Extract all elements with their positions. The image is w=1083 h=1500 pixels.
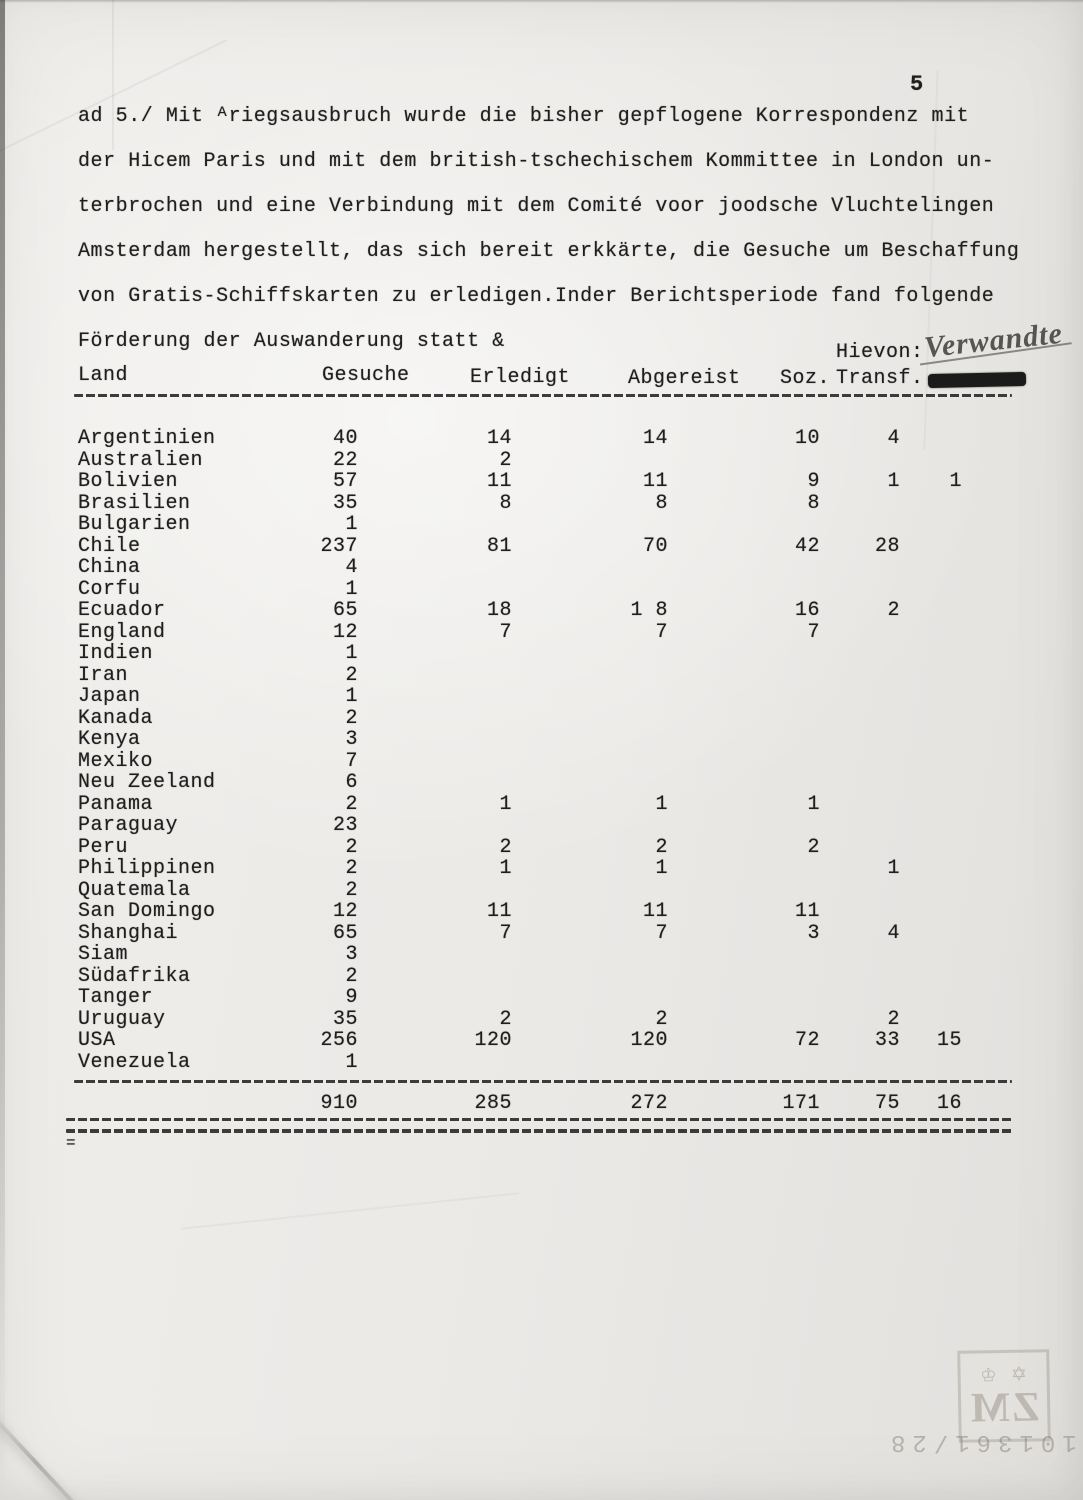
total-transf: 75	[874, 1092, 900, 1115]
table-row	[0, 1009, 1083, 1031]
cell-land: Australien	[78, 448, 204, 472]
cell-land: Kenya	[78, 728, 141, 751]
table-row	[0, 987, 1083, 1009]
table-row	[0, 665, 1083, 687]
cell-abgereist: 14	[642, 427, 668, 450]
closing-dashed-rule	[66, 1118, 1014, 1121]
cell-gesuche: 65	[332, 599, 358, 622]
cell-land: Chile	[78, 534, 141, 558]
table-row	[0, 686, 1083, 708]
cell-gesuche: 2	[345, 663, 358, 687]
cell-erledigt: 11	[486, 470, 512, 493]
column-header-land: Land	[78, 364, 129, 387]
cell-land: Ecuador	[78, 599, 166, 622]
cell-soz: 16	[794, 599, 820, 622]
cell-transf: 2	[887, 1007, 900, 1031]
table-row	[0, 514, 1083, 536]
column-header-gesuche: Gesuche	[322, 364, 410, 387]
cell-gesuche: 1	[345, 1050, 358, 1074]
total-abgereist: 272	[630, 1092, 668, 1115]
cell-transf: 33	[874, 1029, 900, 1052]
cell-gesuche: 1	[345, 642, 358, 665]
cell-gesuche: 2	[345, 857, 358, 880]
cell-abgereist: 70	[642, 534, 668, 558]
table-row	[0, 815, 1083, 837]
cell-land: England	[78, 620, 166, 644]
cell-transf: 1	[887, 470, 900, 493]
cell-gesuche: 2	[345, 706, 358, 730]
cell-soz: 1	[807, 792, 820, 816]
star-of-david-icon: ✡	[1011, 1361, 1027, 1389]
cell-erledigt: 120	[474, 1029, 512, 1052]
table-row	[0, 923, 1083, 945]
cell-erledigt: 7	[499, 921, 512, 945]
cell-land: Peru	[78, 835, 129, 859]
stamp-letters: ZM	[967, 1384, 1041, 1432]
cell-gesuche: 57	[332, 470, 358, 493]
cell-land: Philippinen	[78, 857, 216, 880]
cell-land: Argentinien	[78, 427, 216, 450]
total-soz: 171	[782, 1092, 820, 1115]
cell-soz: 3	[807, 921, 820, 945]
table-row	[0, 708, 1083, 730]
cell-gesuche: 23	[332, 814, 358, 837]
total-erledigt: 285	[474, 1092, 512, 1115]
paragraph-line: Amsterdam hergestellt, das sich bereit erkkärte, die Gesuche um Beschaffung	[78, 240, 1020, 263]
cell-gesuche: 3	[345, 728, 358, 751]
header-dashed-rule	[74, 394, 1012, 397]
crown-icon: ♔	[980, 1362, 996, 1390]
cell-transf: 4	[887, 427, 900, 450]
pre-total-dashed-rule	[74, 1080, 1012, 1083]
cell-erledigt: 18	[486, 599, 512, 622]
cell-land: Neu Zeeland	[78, 771, 216, 794]
cell-gesuche: 2	[345, 878, 358, 902]
cell-soz: 2	[807, 835, 820, 859]
table-row	[0, 794, 1083, 816]
table-row	[0, 643, 1083, 665]
column-header-soz: Soz.	[780, 367, 831, 390]
cell-erledigt: 1	[499, 792, 512, 816]
table-row	[0, 901, 1083, 923]
table-row	[0, 600, 1083, 622]
cell-erledigt: 2	[499, 835, 512, 859]
cell-verwandte: 1	[949, 470, 962, 493]
paragraph-line: ad 5./ Mit ᴬriegsausbruch wurde die bisher gepflogene Korrespondenz mit	[78, 105, 970, 128]
cell-land: Corfu	[78, 577, 141, 601]
cell-gesuche: 4	[345, 556, 358, 579]
column-header-erledigt: Erledigt	[470, 366, 571, 389]
cell-transf: 1	[887, 857, 900, 880]
total-gesuche: 910	[320, 1092, 358, 1115]
cell-transf: 4	[887, 921, 900, 945]
cell-abgereist: 8	[655, 491, 668, 515]
table-row	[0, 579, 1083, 601]
table-row	[0, 837, 1083, 859]
cell-land: Japan	[78, 685, 141, 708]
cell-gesuche: 7	[345, 749, 358, 773]
archive-number-bleedthrough: 101361/28	[884, 1428, 1077, 1455]
cell-abgereist: 1	[655, 792, 668, 816]
table-row	[0, 428, 1083, 450]
cell-transf: 2	[887, 599, 900, 622]
cell-gesuche: 35	[332, 1007, 358, 1031]
cell-erledigt: 14	[486, 427, 512, 450]
cell-transf: 28	[874, 534, 900, 558]
cell-gesuche: 2	[345, 835, 358, 859]
cell-land: Tanger	[78, 986, 154, 1009]
cell-land: Südafrika	[78, 964, 191, 988]
cell-abgereist: 11	[642, 470, 668, 493]
table-row	[0, 751, 1083, 773]
cell-gesuche: 2	[345, 792, 358, 816]
cell-soz: 7	[807, 620, 820, 644]
cell-abgereist: 7	[655, 620, 668, 644]
table-row	[0, 493, 1083, 515]
table-row	[0, 1052, 1083, 1074]
cell-soz: 9	[807, 470, 820, 493]
cell-erledigt: 81	[486, 534, 512, 558]
cell-soz: 42	[794, 534, 820, 558]
table-row	[0, 858, 1083, 880]
cell-abgereist: 2	[655, 1007, 668, 1031]
cell-abgereist: 2	[655, 835, 668, 859]
table-row	[0, 450, 1083, 472]
cell-gesuche: 22	[332, 448, 358, 472]
redacted-column-label	[928, 372, 1026, 388]
cell-abgereist: 1 8	[630, 599, 668, 622]
cell-gesuche: 40	[332, 427, 358, 450]
cell-gesuche: 1	[345, 685, 358, 708]
cell-gesuche: 9	[345, 986, 358, 1009]
cell-gesuche: 12	[332, 620, 358, 644]
cell-gesuche: 3	[345, 943, 358, 966]
paper-crease	[181, 1192, 519, 1230]
paragraph-line: der Hicem Paris und mit dem british-tschechischem Kommittee in London un-	[78, 150, 995, 173]
cell-land: Panama	[78, 792, 154, 816]
country-table	[0, 428, 1083, 1073]
cell-soz: 10	[794, 427, 820, 450]
cell-land: Bulgarien	[78, 513, 191, 536]
cell-gesuche: 6	[345, 771, 358, 794]
cell-soz: 72	[794, 1029, 820, 1052]
cell-land: Quatemala	[78, 878, 191, 902]
table-row	[0, 557, 1083, 579]
closing-dashed-rule	[66, 1129, 1014, 1133]
table-row	[0, 944, 1083, 966]
page-number: 5	[910, 72, 924, 97]
cell-land: Mexiko	[78, 749, 154, 773]
cell-soz: 11	[794, 900, 820, 923]
cell-soz: 8	[807, 491, 820, 515]
handwritten-annotation: Verwandte	[922, 316, 1065, 365]
cell-erledigt: 7	[499, 620, 512, 644]
cell-land: Siam	[78, 943, 129, 966]
table-row	[0, 729, 1083, 751]
cell-abgereist: 120	[630, 1029, 668, 1052]
cell-erledigt: 11	[486, 900, 512, 923]
cell-land: Venezuela	[78, 1050, 191, 1074]
intro-paragraph	[78, 104, 1058, 374]
cell-land: China	[78, 556, 141, 579]
cell-abgereist: 1	[655, 857, 668, 880]
cell-gesuche: 2	[345, 964, 358, 988]
column-header-hievon: Hievon:	[836, 341, 924, 364]
paragraph-line: terbrochen und eine Verbindung mit dem Comité voor joodsche Vluchtelingen	[78, 195, 995, 218]
cell-abgereist: 7	[655, 921, 668, 945]
cell-verwandte: 15	[936, 1029, 962, 1052]
table-row	[0, 471, 1083, 493]
paper-top-edge-shadow	[0, 0, 1083, 3]
cell-abgereist: 11	[642, 900, 668, 923]
equals-mark: =	[66, 1134, 76, 1152]
column-header-transf: Transf.	[836, 367, 924, 390]
paragraph-line: von Gratis-Schiffskarten zu erledigen.Inder Berichtsperiode fand folgende	[78, 285, 995, 308]
cell-erledigt: 1	[499, 857, 512, 880]
cell-land: Indien	[78, 642, 154, 665]
table-row	[0, 966, 1083, 988]
cell-erledigt: 8	[499, 491, 512, 515]
cell-land: Kanada	[78, 706, 154, 730]
cell-gesuche: 256	[320, 1029, 358, 1052]
cell-gesuche: 1	[345, 513, 358, 536]
cell-gesuche: 237	[320, 534, 358, 558]
paragraph-line: Förderung der Auswanderung statt &	[78, 330, 505, 353]
cell-land: USA	[78, 1029, 116, 1052]
table-row	[0, 622, 1083, 644]
cell-land: San Domingo	[78, 900, 216, 923]
cell-land: Brasilien	[78, 491, 191, 515]
table-row	[0, 880, 1083, 902]
cell-land: Shanghai	[78, 921, 179, 945]
table-row	[0, 1030, 1083, 1052]
cell-erledigt: 2	[499, 448, 512, 472]
cell-gesuche: 35	[332, 491, 358, 515]
cell-land: Paraguay	[78, 814, 179, 837]
cell-gesuche: 12	[332, 900, 358, 923]
cell-gesuche: 65	[332, 921, 358, 945]
cell-land: Iran	[78, 663, 129, 687]
folded-corner	[0, 1393, 103, 1500]
table-row	[0, 772, 1083, 794]
table-row	[0, 536, 1083, 558]
cell-land: Uruguay	[78, 1007, 166, 1031]
total-verwandte: 16	[936, 1092, 962, 1115]
cell-land: Bolivien	[78, 470, 179, 493]
cell-erledigt: 2	[499, 1007, 512, 1031]
column-header-abgereist: Abgereist	[628, 367, 741, 390]
cell-gesuche: 1	[345, 577, 358, 601]
totals-row	[0, 1093, 1083, 1115]
